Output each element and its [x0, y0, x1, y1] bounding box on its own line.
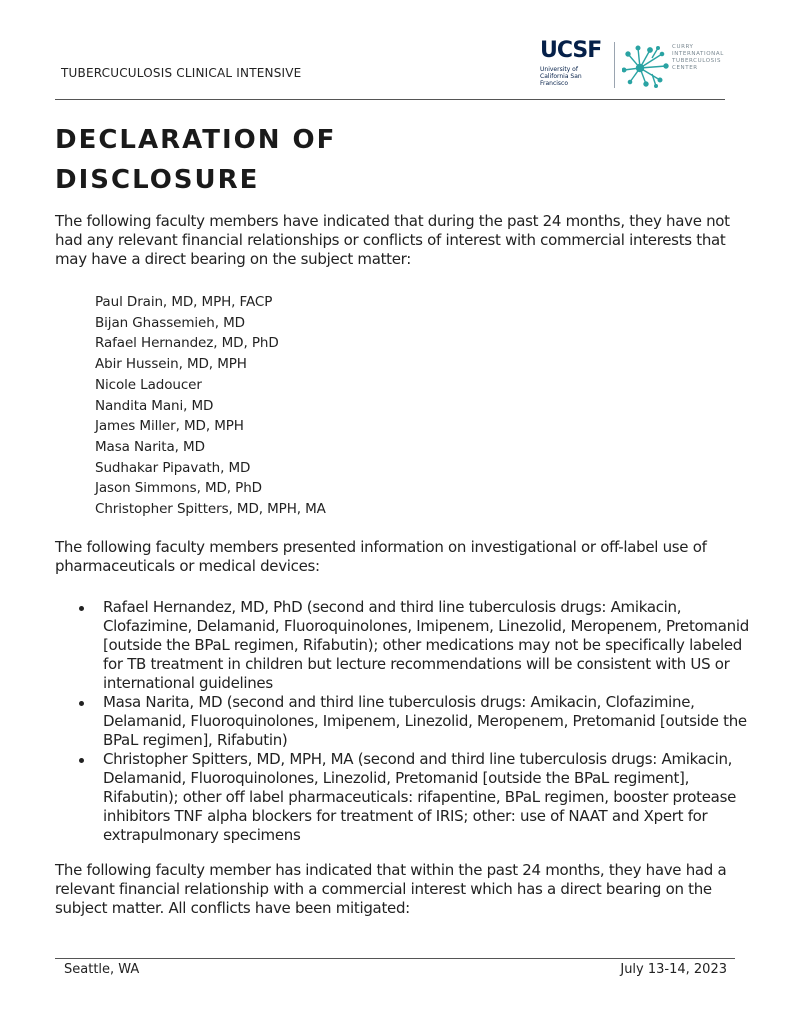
off-label-item	[79, 750, 749, 845]
off-label-text: Christopher Spitters, MD, MPH, MA (second and third line tuberculosis drugs: Amikacin, Delamanid, Fluoroquinolones, Linezolid, Pretomanid [outside the BPaL regiment], Rifabutin); other off label pharmaceuticals: rifapentine, BPaL regimen, booster protease inhibitors TNF alpha blockers for treatment of IRIS; other: use of NAAT and Xpert for extrapulmonary specimens	[103, 750, 737, 844]
page-title	[55, 120, 336, 200]
header-logos	[540, 38, 730, 90]
conflict-intro: The following faculty member has indicated that within the past 24 months, they have had a relevant financial relationship with a commercial interest which has a direct bearing on the subject matter. All conflicts have been mitigated:	[55, 861, 727, 917]
title-line-1: DECLARATION OF	[55, 125, 337, 155]
bullet-icon	[79, 701, 84, 706]
footer-rule	[55, 958, 735, 959]
faculty-name: Masa Narita, MD	[95, 438, 205, 455]
title-line-2: DISCLOSURE	[55, 165, 260, 195]
faculty-name: Bijan Ghassemieh, MD	[95, 314, 245, 331]
faculty-name: Jason Simmons, MD, PhD	[95, 480, 262, 497]
faculty-name: Rafael Hernandez, MD, PhD	[95, 335, 279, 352]
faculty-name: Nandita Mani, MD	[95, 397, 214, 414]
footer-location: Seattle, WA	[64, 962, 140, 977]
ucsf-logo-subtitle: University of California San Francisco	[540, 66, 582, 87]
faculty-name: Paul Drain, MD, MPH, FACP	[95, 294, 273, 310]
curry-center-logo-text: CURRY INTERNATIONAL TUBERCULOSIS CENTER	[672, 44, 724, 71]
bullet-icon	[79, 758, 84, 763]
curry-center-logo-icon	[622, 44, 670, 88]
faculty-no-conflict-list	[95, 292, 326, 520]
no-conflict-intro: The following faculty members have indicated that during the past 24 months, they have not had any relevant financial relationships or conflicts of interest with commercial interests that may have a direct bearing on the subject matter:	[55, 212, 730, 268]
off-label-intro: The following faculty members presented information on investigational or off-label use of pharmaceuticals or medical devices:	[55, 538, 707, 575]
bullet-icon	[79, 606, 84, 611]
off-label-list	[79, 598, 749, 845]
program-name: TUBERCUCULOSIS CLINICAL INTENSIVE	[61, 66, 302, 80]
faculty-name: Nicole Ladoucer	[95, 376, 202, 393]
faculty-name: Abir Hussein, MD, MPH	[95, 356, 247, 373]
faculty-name: Sudhakar Pipavath, MD	[95, 459, 251, 476]
faculty-name: James Miller, MD, MPH	[95, 418, 244, 435]
footer-dates: July 13-14, 2023	[620, 962, 727, 977]
ucsf-logo: UCSF	[540, 38, 602, 63]
faculty-name: Christopher Spitters, MD, MPH, MA	[95, 501, 326, 518]
off-label-text: Masa Narita, MD (second and third line tuberculosis drugs: Amikacin, Clofazimine, Delamanid, Fluoroquinolones, Imipenem, Linezolid, Meropenem, Pretomanid [outside the BPaL regimen], Rifabutin)	[103, 693, 747, 749]
off-label-text: Rafael Hernandez, MD, PhD (second and third line tuberculosis drugs: Amikacin, Clofazimine, Delamanid, Fluoroquinolones, Imipenem, Linezolid, Meropenem, Pretomanid [outside the BPaL regimen, Rifabutin); other medications may not be specifically labeled for TB treatment in children but lecture recommendations will be consistent with US or international guidelines	[103, 598, 749, 692]
off-label-item	[79, 693, 749, 750]
off-label-item	[79, 598, 749, 693]
header-rule	[55, 99, 725, 100]
logo-divider	[614, 42, 615, 88]
